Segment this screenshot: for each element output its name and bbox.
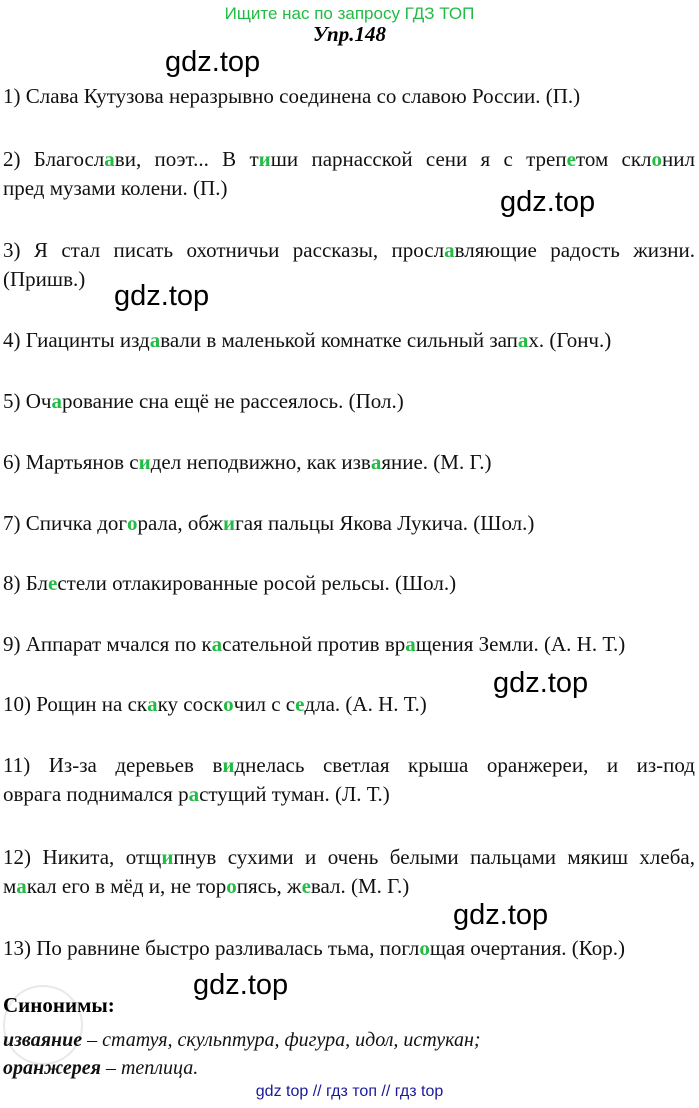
sentence-text: 7) Спичка дог — [3, 511, 128, 535]
sentence-text: стущий туман. (Л. Т.) — [199, 782, 390, 806]
highlighted-letter: а — [51, 389, 62, 413]
highlighted-letter: а — [188, 782, 200, 806]
sentence-text: яние. (М. Г.) — [381, 450, 492, 474]
sentence-text: дла. (А. Н. Т.) — [304, 692, 427, 716]
synonym-line — [3, 1029, 481, 1052]
highlighted-letter: а — [405, 632, 416, 656]
synonym-word: оранжерея — [3, 1057, 101, 1079]
sentence-line — [3, 389, 404, 414]
highlighted-letter: о — [223, 692, 234, 716]
watermark: gdz.top — [453, 899, 549, 931]
highlighted-letter: е — [48, 571, 58, 595]
sentence-line — [3, 267, 85, 292]
sentence-text: 5) Оч — [3, 389, 52, 413]
sentence-line — [3, 176, 227, 201]
synonyms-heading: Синонимы: — [3, 993, 115, 1017]
highlighted-letter: а — [104, 147, 115, 171]
sentence-line — [3, 753, 695, 778]
sentence-text: гая пальцы Якова Лукича. (Шол.) — [235, 511, 535, 535]
sentence-text: (Пришв.) — [3, 267, 86, 291]
sentence-text: 4) Гиацинты изд — [3, 328, 150, 352]
sentence-line — [3, 632, 625, 657]
highlighted-letter: о — [651, 147, 663, 171]
sentence-text: 1) Слава Кутузова неразрывно соединена со славою России. (П.) — [3, 84, 581, 108]
highlighted-letter: а — [370, 450, 382, 474]
highlighted-letter: о — [127, 511, 138, 535]
sentence-text: вали в маленькой комнатке сильный зап — [160, 328, 518, 352]
highlighted-letter: е — [295, 692, 305, 716]
sentence-line — [3, 692, 427, 717]
watermark: gdz.top — [114, 280, 210, 312]
sentence-text: дел неподвижно, как изв — [150, 450, 371, 474]
sentence-text: нил — [662, 147, 696, 171]
search-banner[interactable]: Ищите нас по запросу ГДЗ ТОП — [224, 4, 475, 23]
sentence-text: 9) Аппарат мчался по к — [3, 632, 212, 656]
sentence-text: ку соск — [157, 692, 224, 716]
sentence-text: оврага поднимался р — [3, 782, 189, 806]
sentence-line — [3, 936, 625, 961]
sentence-text: 6) Мартьянов с — [3, 450, 139, 474]
highlighted-letter: а — [149, 328, 161, 352]
watermark: gdz.top — [193, 969, 289, 1001]
sentence-line — [3, 874, 409, 899]
sentence-text: 2) Благосл — [3, 147, 105, 171]
sentence-text: х. (Гонч.) — [528, 328, 612, 352]
sentence-text: ви, поэт... В т — [114, 147, 259, 171]
highlighted-letter: о — [419, 936, 430, 960]
sentence-text: вал. (М. Г.) — [310, 874, 410, 898]
highlighted-letter: а — [444, 238, 455, 262]
sentence-text: 3) Я стал писать охотничьи рассказы, просл — [3, 238, 445, 262]
synonym-text: – теплица. — [100, 1057, 199, 1079]
watermark: gdz.top — [165, 46, 261, 78]
sentence-text: сательной против вр — [222, 632, 406, 656]
watermark: gdz.top — [493, 667, 589, 699]
sentence-line — [3, 84, 580, 109]
sentence-text: 11) Из-за деревьев в — [3, 753, 223, 777]
sentence-text: стели отлакированные росой рельсы. (Шол.) — [57, 571, 457, 595]
sentence-text: 12) Никита, отщ — [3, 845, 162, 869]
sentence-text: том скл — [575, 147, 652, 171]
highlighted-letter: а — [16, 874, 27, 898]
sentence-text: щения Земли. (А. Н. Т.) — [415, 632, 626, 656]
synonym-word: изваяние — [3, 1029, 83, 1051]
highlighted-letter: о — [226, 874, 237, 898]
sentence-text: м — [3, 874, 17, 898]
footer-links[interactable]: gdz top // гдз топ // гдз top — [255, 1083, 444, 1100]
synonym-text: – статуя, скульптура, фигура, идол, истукан; — [82, 1029, 481, 1051]
highlighted-letter: и — [161, 845, 174, 869]
sentence-line — [3, 450, 491, 475]
highlighted-letter: е — [566, 147, 576, 171]
sentence-text: чил с с — [233, 692, 296, 716]
sentence-text: 13) По равнине быстро разливалась тьма, погл — [3, 936, 420, 960]
sentence-text: рала, обж — [137, 511, 224, 535]
highlighted-letter: е — [301, 874, 311, 898]
highlighted-letter: а — [517, 328, 529, 352]
sentence-line — [3, 571, 456, 596]
highlighted-letter: и — [223, 511, 236, 535]
highlighted-letter: а — [211, 632, 223, 656]
sentence-text: вляющие радость жизни. — [454, 238, 695, 262]
highlighted-letter: и — [138, 450, 151, 474]
sentence-line — [3, 845, 695, 870]
sentence-line — [3, 511, 534, 536]
highlighted-letter: и — [258, 147, 271, 171]
sentence-text: 10) Рощин на ск — [3, 692, 148, 716]
synonym-line — [3, 1057, 198, 1080]
sentence-text: кал его в мёд и, не тор — [26, 874, 227, 898]
sentence-text: днелась светлая крыша оранжереи, и из-под — [234, 753, 695, 777]
sentence-text: ши парнасской сени я с треп — [270, 147, 567, 171]
highlighted-letter: и — [222, 753, 235, 777]
sentence-line — [3, 328, 611, 353]
sentence-line — [3, 782, 390, 807]
sentence-text: пясь, ж — [236, 874, 302, 898]
sentence-text: пред музами колени. (П.) — [3, 176, 228, 200]
sentence-text: рование сна ещё не рассеялось. (Пол.) — [61, 389, 404, 413]
sentence-line — [3, 238, 695, 263]
sentence-text: пнув сухими и очень белыми пальцами мякиш хлеба, — [173, 845, 695, 869]
sentence-text: щая очертания. (Кор.) — [429, 936, 625, 960]
watermark: gdz.top — [500, 186, 596, 218]
sentence-line — [3, 147, 695, 172]
highlighted-letter: а — [147, 692, 158, 716]
sentence-text: 8) Бл — [3, 571, 49, 595]
exercise-title: Упр.148 — [313, 22, 386, 46]
